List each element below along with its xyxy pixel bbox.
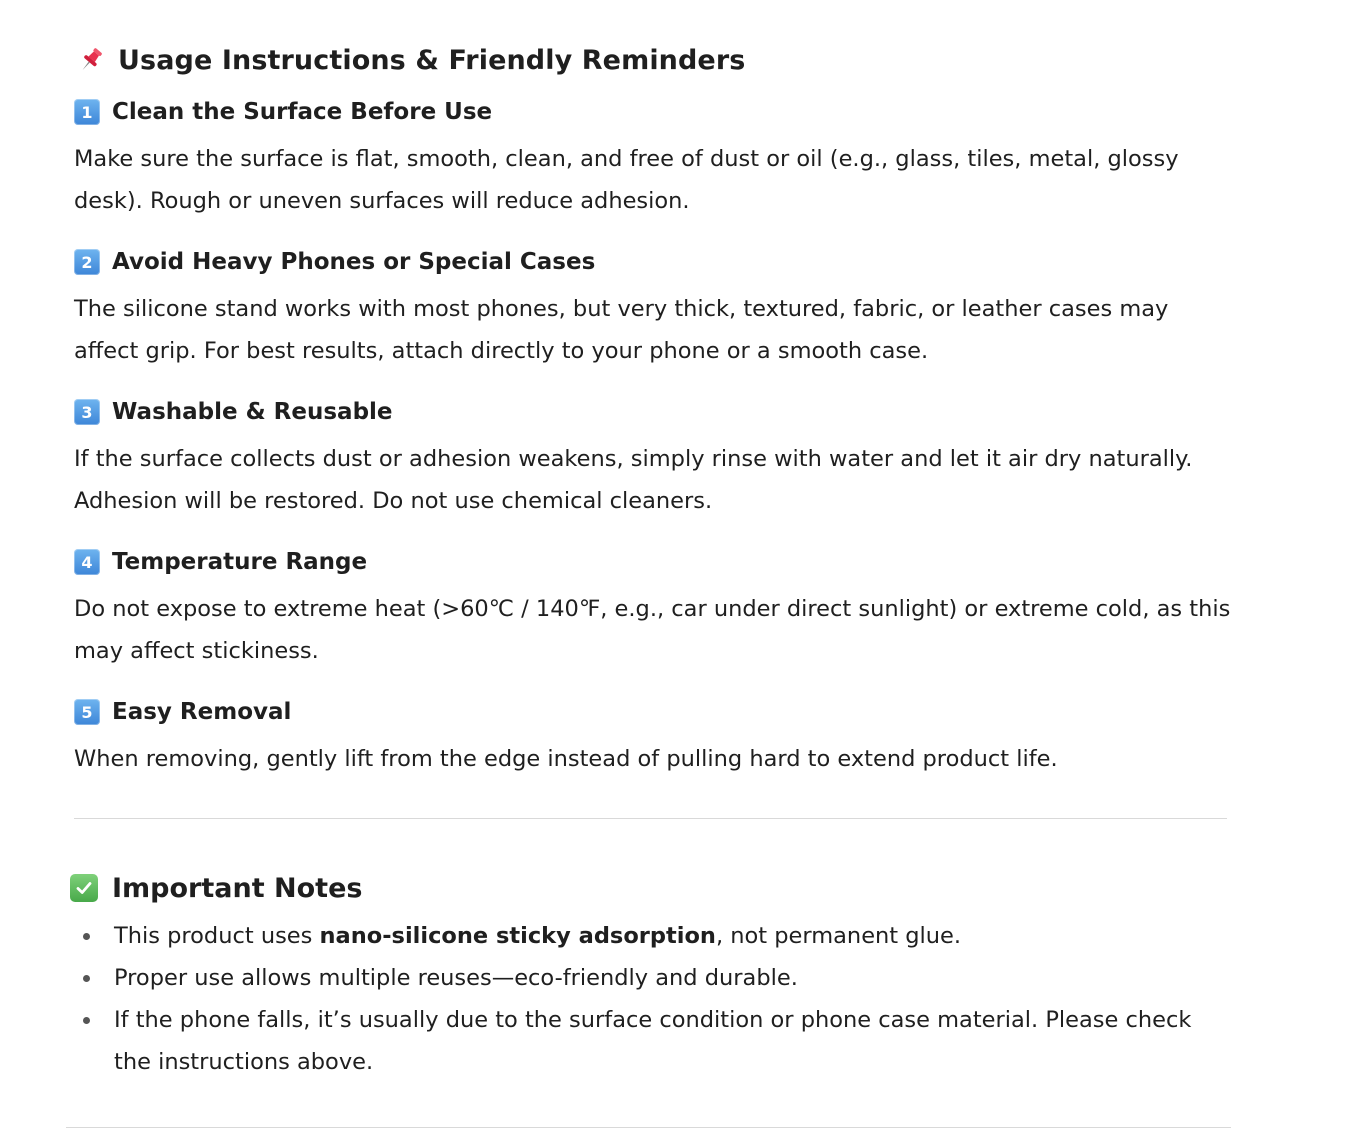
notes-list: [74, 915, 1234, 1083]
bullet-icon: [83, 1017, 90, 1024]
usage-heading: [76, 40, 745, 80]
note-text: This product uses: [114, 923, 320, 949]
usage-title: Usage Instructions & Friendly Reminders: [118, 44, 746, 76]
divider: [66, 1127, 1231, 1128]
keycap-number-icon: 2: [74, 249, 100, 275]
section-title: Avoid Heavy Phones or Special Cases: [112, 249, 596, 275]
section-title: Easy Removal: [112, 699, 292, 725]
keycap-number-icon: 3: [74, 399, 100, 425]
section-body: Do not expose to extreme heat (>60℃ / 140℉, e.g., car under direct sunlight) or extreme cold, as this may affect stickiness.: [74, 596, 1231, 664]
section-body: The silicone stand works with most phones, but very thick, textured, fabric, or leather cases may affect grip. For best results, attach directly to your phone or a smooth case.: [74, 296, 1169, 364]
keycap-number-icon: 1: [74, 99, 100, 125]
list-item: [74, 915, 1234, 957]
section-heading: [74, 396, 1234, 428]
bullet-icon: [83, 975, 90, 982]
list-item: [74, 999, 1234, 1083]
section-title: Washable & Reusable: [112, 399, 393, 425]
section-heading: [74, 96, 1234, 128]
note-text: If the phone falls, it’s usually due to the surface condition or phone case material. Please check the instructions above.: [114, 1007, 1192, 1075]
keycap-number-icon: 5: [74, 699, 100, 725]
section-heading: [74, 546, 1234, 578]
pushpin-icon: [76, 45, 106, 75]
section-heading: [74, 246, 1234, 278]
section-title: Temperature Range: [112, 549, 368, 575]
keycap-number-icon: 4: [74, 549, 100, 575]
section-title: Clean the Surface Before Use: [112, 99, 493, 125]
usage-section: [74, 246, 1234, 372]
note-bold-text: nano-silicone sticky adsorption: [319, 923, 716, 949]
section-heading: [74, 696, 1234, 728]
usage-section: [74, 546, 1234, 672]
notes-heading: [70, 868, 362, 908]
usage-section: [74, 696, 1234, 780]
bullet-icon: [83, 933, 90, 940]
section-body: If the surface collects dust or adhesion weakens, simply rinse with water and let it air dry naturally. Adhesion will be restored. Do not use chemical cleaners.: [74, 446, 1193, 514]
list-item: [74, 957, 1234, 999]
note-text: Proper use allows multiple reuses—eco-friendly and durable.: [114, 965, 798, 991]
check-mark-button-icon: [70, 874, 98, 902]
section-body: When removing, gently lift from the edge instead of pulling hard to extend product life.: [74, 746, 1058, 772]
section-body: Make sure the surface is flat, smooth, clean, and free of dust or oil (e.g., glass, tiles, metal, glossy desk). Rough or uneven surfaces will reduce adhesion.: [74, 146, 1179, 214]
usage-section: [74, 396, 1234, 522]
divider: [74, 818, 1227, 819]
notes-title: Important Notes: [112, 872, 363, 904]
note-text: , not permanent glue.: [715, 923, 962, 949]
usage-section: [74, 96, 1234, 222]
